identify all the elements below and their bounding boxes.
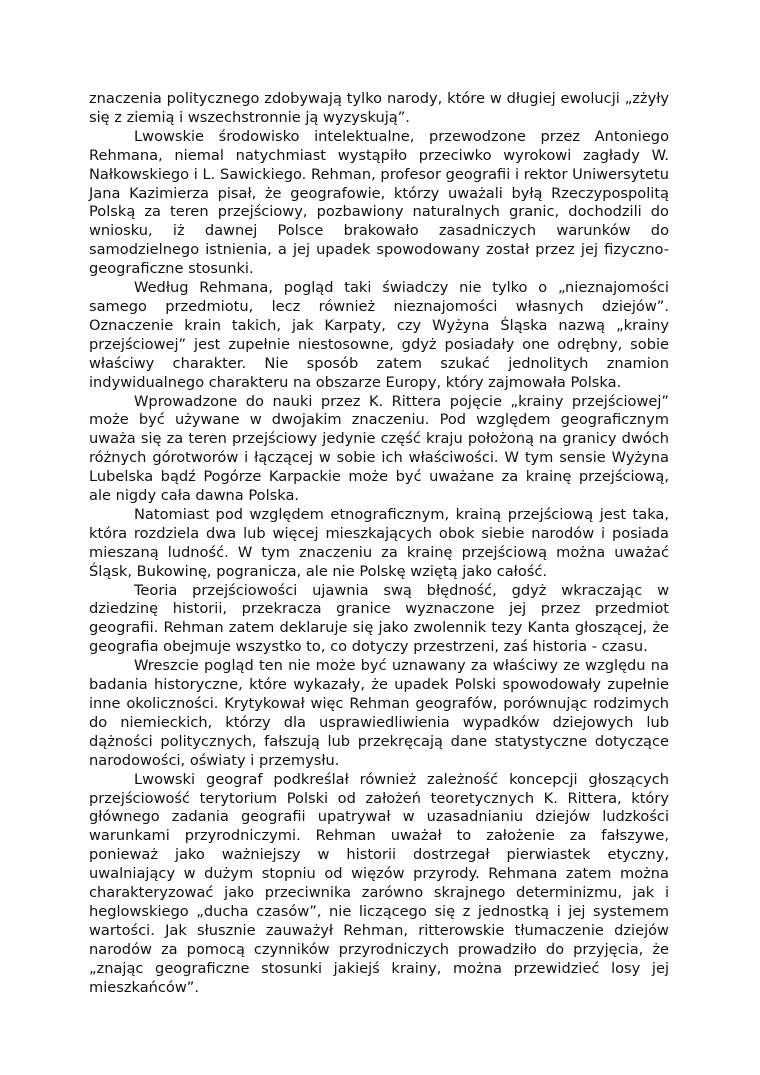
paragraph-1: znaczenia politycznego zdobywają tylko narody, które w długiej ewolucji „zżyły się z ziemią i wszechstronnie ją wyzyskują”.	[89, 90, 669, 126]
paragraph-7: Wreszcie pogląd ten nie może być uznawany za właściwy ze względu na badania historyczne, które wykazały, że upadek Polski spowodowały zupełnie inne okoliczności. Krytykował więc Rehman geografów, porównując rodzimych do niemieckich, którzy dla usprawiedliwienia wypadków dziejowych lub dążności politycznych, fałszują lub przekręcają dane statystyczne dotyczące narodowości, oświaty i przemysłu.	[89, 657, 669, 769]
paragraph-3: Według Rehmana, pogląd taki świadczy nie tylko o „nieznajomości samego przedmiotu, lecz również nieznajomości własnych dziejów”. Oznaczenie krain takich, jak Karpaty, czy Wyżyna Śląska nazwą „krainy przejściowej” jest zupełnie niestosowne, gdyż posiadały one odrębny, sobie właściwy charakter. Nie sposób zatem szukać jednolitych znamion indywidualnego charakteru na obszarze Europy, który zajmowała Polska.	[89, 279, 669, 391]
paragraph-4: Wprowadzone do nauki przez K. Rittera pojęcie „krainy przejściowej” może być używane w dwojakim znaczeniu. Pod względem geograficznym uważa się za teren przejściowy jedynie część kraju położoną na granicy dwóch różnych górotworów i łączącej w sobie ich właściwości. W tym sensie Wyżyna Lubelska bądź Pogórze Karpackie może być uważane za krainę przejściową, ale nigdy cała dawna Polska.	[89, 392, 669, 505]
paragraph-8: Lwowski geograf podkreślał również zależność koncepcji głoszących przejściowość terytorium Polski od założeń teoretycznych K. Rittera, który głównego zadania geografii upatrywał w uzasadnianiu dziejów ludzkości warunkami przyrodniczymi. Rehman uważał to założenie za fałszywe, ponieważ jako ważniejszy w historii dostrzegał pierwiastek etyczny, uwalniający w dużym stopniu od więzów przyrody. Rehmana zatem można charakteryzować jako przeciwnika zarówno skrajnego determinizmu, jak i heglowskiego „ducha czasów”, nie liczącego się z jednostką i jej systemem wartości. Jak słusznie zauważył Rehman, ritterowskie tłumaczenie dziejów narodów za pomocą czynników przyrodniczych prowadziło do przyjęcia, że „znając geograficzne stosunki jakiejś krainy, można przewidzieć losy jej mieszkańców”.	[89, 770, 669, 996]
document-page	[89, 90, 669, 998]
paragraph-5: Natomiast pod względem etnograficznym, krainą przejściową jest taka, która rozdziela dwa lub więcej mieszkających obok siebie narodów i posiada mieszaną ludność. W tym znaczeniu za krainę przejściową można uważać Śląsk, Bukowinę, pogranicza, ale nie Polskę wziętą jako całość.	[89, 505, 669, 580]
paragraph-6: Teoria przejściowości ujawnia swą błędność, gdyż wkraczając w dziedzinę historii, przekracza granice wyznaczone jej przez przedmiot geografii. Rehman zatem deklaruje się jako zwolennik tezy Kanta głoszącej, że geografia obejmuje wszystko to, co dotyczy przestrzeni, zaś historia - czasu.	[89, 581, 669, 656]
paragraph-2: Lwowskie środowisko intelektualne, przewodzone przez Antoniego Rehmana, niemal natychmiast wystąpiło przeciwko wyrokowi zagłady W. Nałkowskiego i L. Sawickiego. Rehman, profesor geografii i rektor Uniwersytetu Jana Kazimierza pisał, że geografowie, którzy uważali byłą Rzeczypospolitą Polską za teren przejściowy, pozbawiony naturalnych granic, dochodzili do wniosku, iż dawnej Polsce brakowało zasadniczych warunków do samodzielnego istnienia, a jej upadek spowodowany został przez jej fizyczno-geograficzne stosunki.	[89, 127, 669, 278]
